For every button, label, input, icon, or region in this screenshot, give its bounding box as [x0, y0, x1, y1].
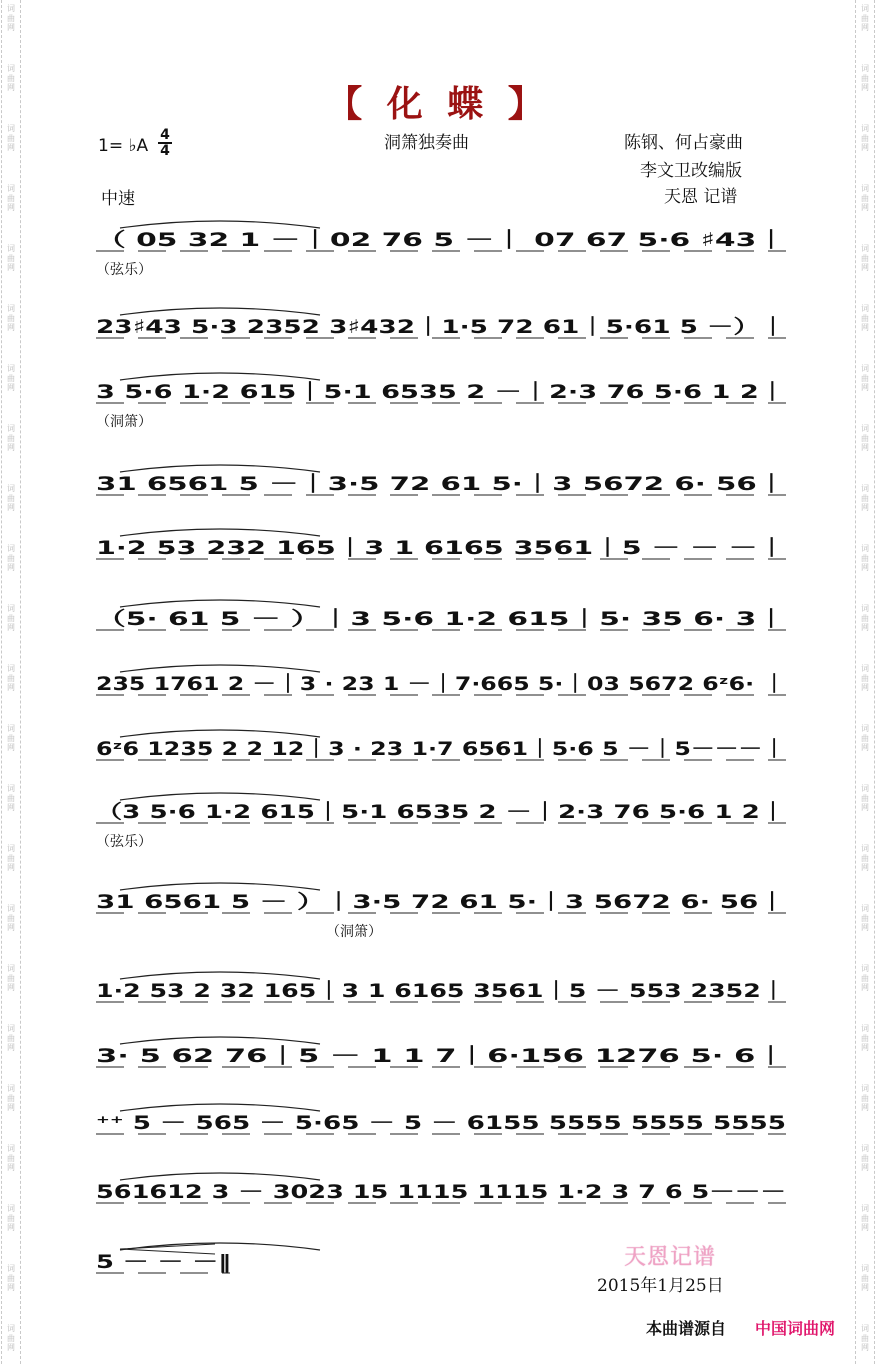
slur-mark	[120, 883, 320, 890]
instrument-annotation: （洞箫）	[96, 414, 152, 430]
watermark-glyphs: 词 曲 网	[861, 244, 869, 272]
watermark-glyphs: 词 曲 网	[7, 1024, 15, 1052]
source-site-link[interactable]: 中国词曲网	[755, 1319, 836, 1338]
score-line	[96, 1173, 786, 1203]
score-line	[96, 465, 786, 495]
score-line	[96, 373, 786, 430]
watermark-glyphs: 词 曲 网	[7, 604, 15, 632]
watermark-glyphs: 词 曲 网	[861, 4, 869, 32]
slur-mark	[120, 529, 320, 536]
score-line	[96, 308, 786, 338]
watermark-glyphs: 词 曲 网	[861, 844, 869, 872]
notation-line-text: （3 5·6 1·2 615｜5·1 6535 2 －｜2·3 76 5·6 1 2｜	[96, 801, 598, 823]
watermark-glyphs: 词 曲 网	[7, 484, 15, 512]
score-line	[96, 793, 786, 850]
notation-line-text: （ 05 32 1 －｜02 76 5 －｜ 07 67 5·6 ♯43｜	[96, 229, 538, 251]
score-line	[96, 883, 786, 940]
watermark-glyphs: 词 曲 网	[7, 904, 15, 932]
instrument-annotation: （弦乐）	[96, 834, 152, 850]
watermark-glyphs: 词 曲 网	[7, 724, 15, 752]
subtitle: 洞箫独奏曲	[384, 133, 469, 153]
score-line	[96, 730, 786, 760]
slur-mark	[120, 1104, 320, 1111]
watermark-glyphs: 词 曲 网	[7, 1084, 15, 1112]
score-line	[96, 1104, 786, 1134]
score-line	[96, 665, 786, 695]
score-line	[96, 221, 786, 278]
watermark-glyphs: 词 曲 网	[7, 844, 15, 872]
watermark-glyphs: 词 曲 网	[7, 964, 15, 992]
score-line	[96, 972, 786, 1002]
watermark-glyphs: 词 曲 网	[861, 64, 869, 92]
watermark-glyphs: 词 曲 网	[861, 364, 869, 392]
score-line	[96, 529, 786, 559]
notation-line-text: 23♯43 5·3 2352 3♯432｜1·5 72 61｜5·61 5 －）｜	[96, 316, 595, 338]
slur-mark	[120, 665, 320, 672]
watermark-glyphs: 词 曲 网	[7, 364, 15, 392]
watermark-glyphs: 词 曲 网	[861, 904, 869, 932]
watermark-glyphs: 词 曲 网	[861, 1144, 869, 1172]
slur-mark	[120, 730, 320, 737]
watermark-glyphs: 词 曲 网	[7, 304, 15, 332]
watermark-glyphs: 词 曲 网	[7, 1204, 15, 1232]
slur-mark	[120, 972, 320, 979]
watermark-glyphs: 词 曲 网	[861, 724, 869, 752]
watermark-glyphs: 词 曲 网	[861, 544, 869, 572]
slur-mark	[120, 600, 320, 607]
watermark-glyphs: 词 曲 网	[861, 664, 869, 692]
watermark-glyphs: 词 曲 网	[861, 1324, 869, 1352]
notation-line-text: 6ᶻ6 1235 2 2 12｜3 · 23 1·7 6561｜5·6 5 －｜5－－－｜	[96, 738, 648, 760]
watermark-glyphs: 词 曲 网	[861, 604, 869, 632]
time-signature-lower: 4	[160, 143, 170, 159]
watermark-glyphs: 词 曲 网	[861, 424, 869, 452]
watermark-glyphs: 词 曲 网	[861, 784, 869, 812]
watermark-glyphs: 词 曲 网	[7, 184, 15, 212]
tempo-marking: 中速	[101, 189, 135, 209]
slur-mark	[120, 221, 320, 228]
score-title: 【 化 蝶 】	[326, 84, 550, 125]
watermark-glyphs: 词 曲 网	[7, 64, 15, 92]
watermark-glyphs: 词 曲 网	[7, 664, 15, 692]
transcriber-stamp: 天恩记谱	[624, 1245, 717, 1270]
instrument-annotation: （弦乐）	[96, 262, 152, 278]
slur-mark	[120, 1037, 320, 1044]
watermark-glyphs: 词 曲 网	[861, 1024, 869, 1052]
watermark-glyphs: 词 曲 网	[861, 304, 869, 332]
watermark-glyphs: 词 曲 网	[7, 1324, 15, 1352]
time-signature-upper: 4	[158, 128, 172, 144]
watermark-glyphs: 词 曲 网	[7, 244, 15, 272]
watermark-glyphs: 词 曲 网	[7, 1264, 15, 1292]
watermark-glyphs: 词 曲 网	[7, 784, 15, 812]
watermark-glyphs: 词 曲 网	[861, 484, 869, 512]
slur-mark	[120, 793, 320, 800]
score-line	[96, 600, 786, 630]
watermark-glyphs: 词 曲 网	[7, 424, 15, 452]
notation-line-text: 1·2 53 2 32 165｜3 1 6165 3561｜5 － 553 2352｜	[96, 980, 616, 1002]
watermark-glyphs: 词 曲 网	[7, 544, 15, 572]
slur-mark	[120, 1243, 320, 1250]
key-signature: 1= ♭A	[98, 136, 149, 156]
arranger-credit: 李文卫改编版	[640, 161, 742, 181]
notation-line-text: 1·2 53 232 165｜3 1 6165 3561｜5 － － －｜	[96, 537, 555, 559]
notation-line-text: 31 6561 5 －｜3·5 72 61 5·｜3 5672 6· 56｜	[96, 473, 545, 495]
notation-line-text: 3· 5 62 76｜5 － 1 1 7｜6·156 1276 5· 6｜	[96, 1045, 525, 1067]
score-line	[96, 1243, 320, 1273]
slur-mark	[120, 1173, 320, 1180]
watermark-glyphs: 词 曲 网	[861, 964, 869, 992]
notation-line-text: 3 5·6 1·2 615｜5·1 6535 2 －｜2·3 76 5·6 1 2｜	[96, 381, 579, 403]
notation-line-text: 561612 3 － 3023 15 1115 1115 1·2 3 7 6 5－－－	[96, 1181, 786, 1203]
notation-line-text: 235 1761 2 －｜3 · 23 1 －｜7·665 5·｜03 5672 6ᶻ6· ｜	[96, 673, 651, 695]
score-line	[96, 1037, 786, 1067]
watermark-glyphs: 词 曲 网	[861, 1204, 869, 1232]
watermark-glyphs: 词 曲 网	[7, 1144, 15, 1172]
watermark-glyphs: 词 曲 网	[7, 4, 15, 32]
slur-mark	[120, 308, 320, 315]
watermark-glyphs: 词 曲 网	[861, 1084, 869, 1112]
notation-line-text: 31 6561 5 － ）｜3·5 72 61 5·｜3 5672 6· 56｜	[96, 891, 570, 913]
notation-line-text: 5 － － －‖	[96, 1251, 231, 1273]
source-label: 本曲谱源自	[646, 1319, 727, 1338]
composer-credit: 陈钢、何占豪曲	[624, 133, 743, 153]
slur-mark	[120, 373, 320, 380]
slur-mark	[120, 465, 320, 472]
watermark-glyphs: 词 曲 网	[861, 1264, 869, 1292]
transcriber-credit: 天恩 记谱	[664, 187, 738, 207]
instrument-annotation: （洞箫）	[326, 924, 382, 940]
notation-line-text: （5· 61 5 － ）｜3 5·6 1·2 615｜5· 35 6· 3｜	[96, 608, 537, 630]
watermark-glyphs: 词 曲 网	[861, 124, 869, 152]
notation-line-text: ⁺⁺ 5 － 565 － 5·65 － 5 － 6155 5555 5555 5555	[96, 1112, 786, 1134]
watermark-glyphs: 词 曲 网	[7, 124, 15, 152]
watermark-glyphs: 词 曲 网	[861, 184, 869, 212]
transcription-date: 2015年1月25日	[597, 1276, 724, 1296]
